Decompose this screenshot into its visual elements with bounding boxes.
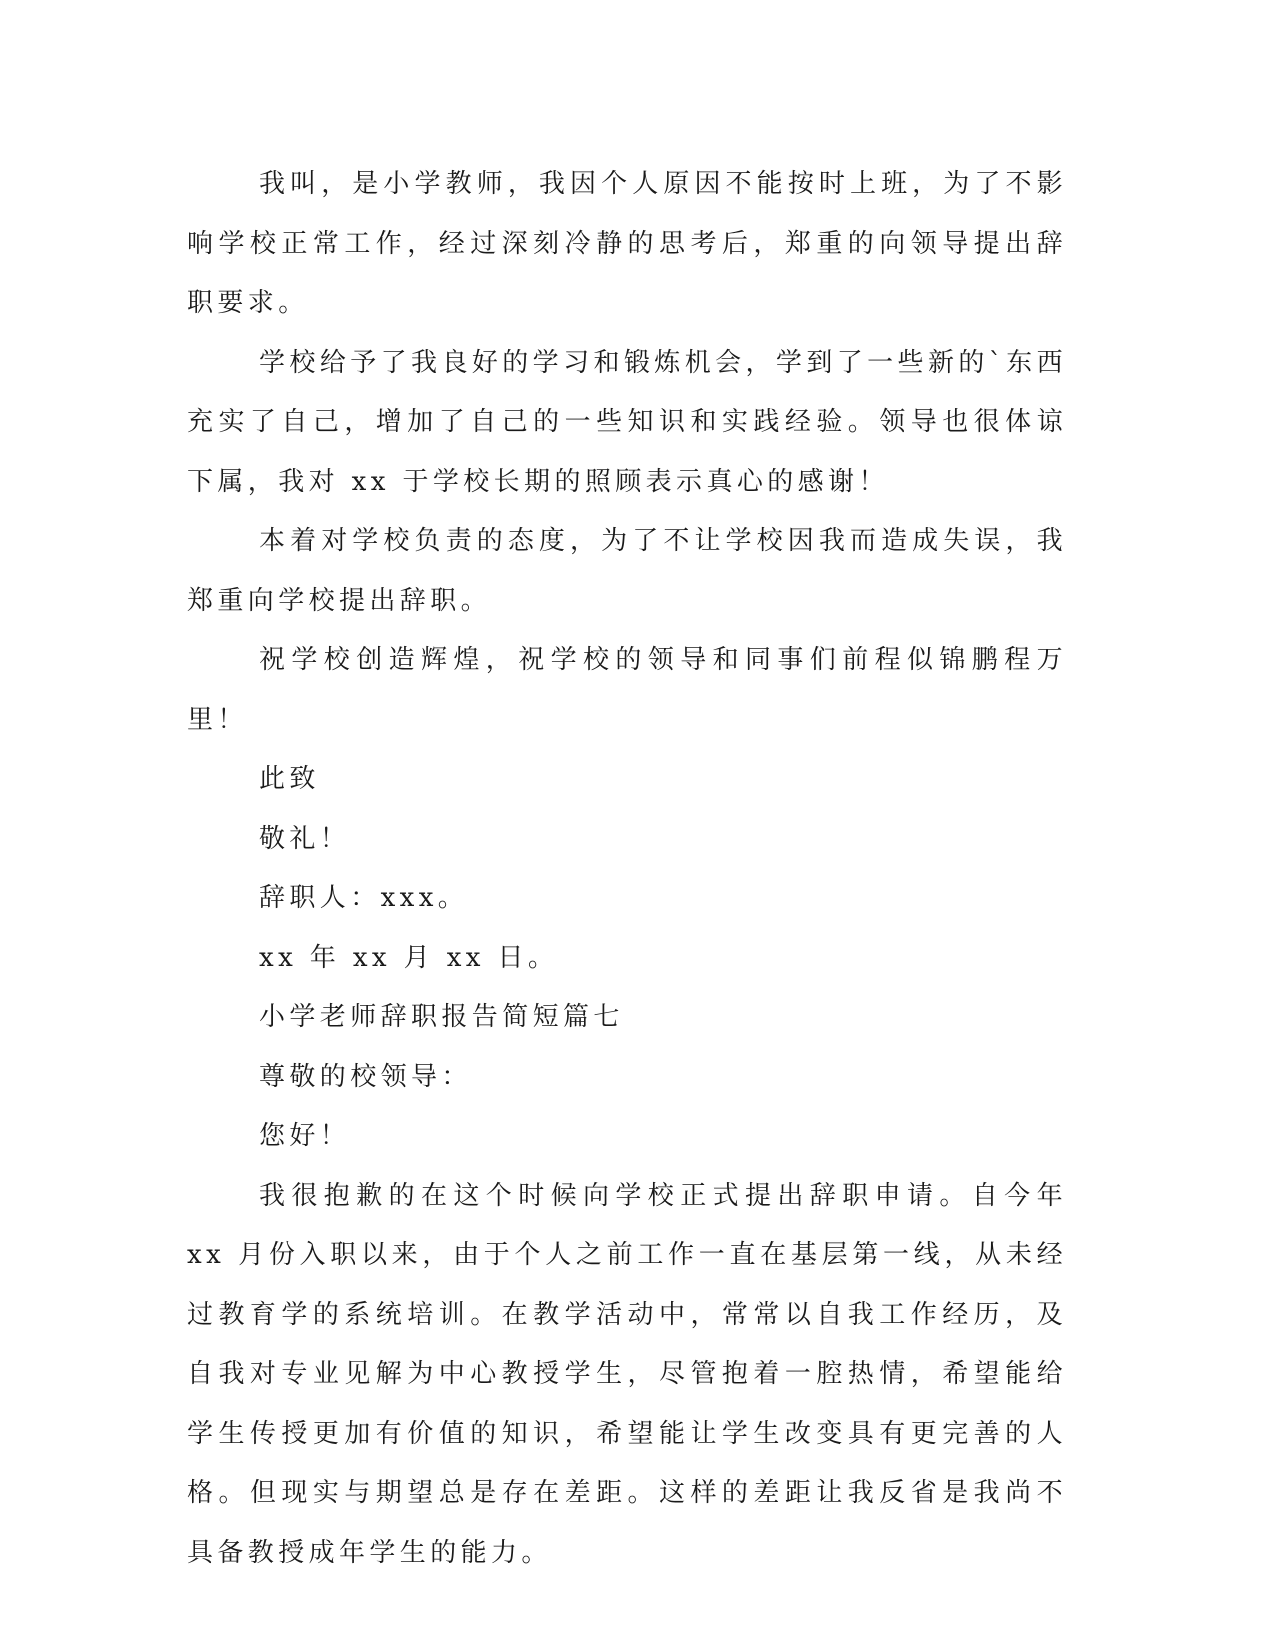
letter2-hello: 您好！: [259, 1121, 351, 1151]
document-body: [187, 155, 1067, 1583]
closing-date: xx 年 xx 月 xx 日。: [259, 942, 559, 973]
paragraph-wishes: 祝学校创造辉煌，祝学校的领导和同事们前程似锦鹏程万里！: [187, 645, 1067, 735]
section-title: 小学老师辞职报告简短篇七: [259, 1002, 624, 1032]
closing-salutation: 此致: [259, 764, 320, 794]
letter2-body: 我很抱歉的在这个时候向学校正式提出辞职申请。自今年 xx 月份入职以来，由于个人之前工作一直在基层第一线，从未经过教育学的系统培训。在教学活动中，常常以自我工作经历，及自我对专业见解为中心教授学生，尽管抱着一腔热情，希望能给学生传授更加有价值的知识，希望能让学生改变具有更完善的人格。但现实与期望总是存在差距。这样的差距让我反省是我尚不具备教授成年学生的能力。: [187, 1180, 1067, 1568]
closing-respect: 敬礼！: [259, 823, 351, 854]
letter2-greeting: 尊敬的校领导：: [259, 1061, 472, 1092]
closing-signer: 辞职人：xxx。: [259, 883, 469, 913]
paragraph-resignation-reason: 我叫，是小学教师，我因个人原因不能按时上班，为了不影响学校正常工作，经过深刻冷静的思考后，郑重的向领导提出辞职要求。: [187, 169, 1067, 318]
paragraph-responsibility: 本着对学校负责的态度，为了不让学校因我而造成失误，我郑重向学校提出辞职。: [187, 526, 1067, 616]
paragraph-gratitude: 学校给予了我良好的学习和锻炼机会，学到了一些新的`东西充实了自己，增加了自己的一些知识和实践经验。领导也很体谅下属，我对 xx 于学校长期的照顾表示真心的感谢！: [187, 347, 1067, 497]
